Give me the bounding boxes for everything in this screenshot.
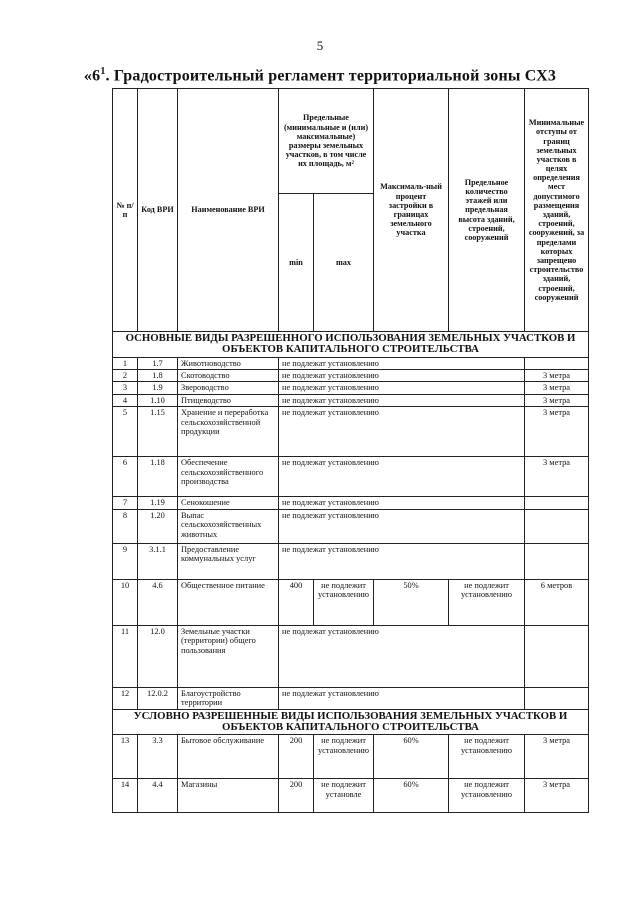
header-num: № п/п — [113, 89, 138, 332]
page-title: «$6^1$. Градостроительный регламент территориальной зоны СХ3 — [83, 66, 557, 85]
table-row: 8 1.20 Выпас сельскохозяйственных животных не подлежат установлению — [113, 509, 589, 543]
table-row: 1 1.7 Животноводство не подлежат установлению — [113, 357, 589, 369]
header-name: Наименование ВРИ — [178, 89, 279, 332]
table-row: 13 3.3 Бытовое обслуживание 200 не подлежит установлению 60% не подлежит установлению 3 метра — [113, 735, 589, 779]
table-row: 12 12.0.2 Благоустройство территории не подлежат установлению — [113, 687, 589, 709]
table-row: 14 4.4 Магазины 200 не подлежит установле 60% не подлежит установлению 3 метра — [113, 779, 589, 813]
regulation-table — [112, 88, 589, 813]
section-main-heading: ОСНОВНЫЕ ВИДЫ РАЗРЕШЕННОГО ИСПОЛЬЗОВАНИЯ ЗЕМЕЛЬНЫХ УЧАСТКОВ И ОБЪЕКТОВ КАПИТАЛЬНОГО СТРОИТЕЛЬСТВА — [113, 332, 589, 358]
table-row: 9 3.1.1 Предоставление коммунальных услуг не подлежат установлению — [113, 543, 589, 579]
table-row: 2 1.8 Скотоводство не подлежат установлению 3 метра — [113, 370, 589, 382]
header-setback: Минимальные отступы от границ земельных участков в целях определения мест допустимого размещения зданий, строений, сооружений, за пределами которых запрещено строительство зданий, строений, сооружений — [525, 89, 589, 332]
table-row: 6 1.18 Обеспечение сельскохозяйственного производства не подлежат установлению 3 метра — [113, 457, 589, 497]
header-max: max — [314, 194, 374, 332]
table-row: 4 1.10 Птицеводство не подлежат установлению 3 метра — [113, 394, 589, 406]
page-number: 5 — [316, 38, 324, 53]
table-row: 10 4.6 Общественное питание 400 не подлежит установлению 50% не подлежит установлению 6 метров — [113, 579, 589, 625]
table-row: 11 12.0 Земельные участки (территории) общего пользования не подлежат установлению — [113, 625, 589, 687]
table-row: 7 1.19 Сенокошение не подлежат установлению — [113, 497, 589, 509]
header-percent: Максималь-ный процент застройки в границах земельного участка — [374, 89, 449, 332]
header-min: min — [279, 194, 314, 332]
table-row: 5 1.15 Хранение и переработка сельскохозяйственной продукции не подлежат установлению 3 метра — [113, 407, 589, 457]
header-floors: Предельное количество этажей или предельная высота зданий, строений, сооружений — [449, 89, 525, 332]
section-conditional-heading: УСЛОВНО РАЗРЕШЕННЫЕ ВИДЫ ИСПОЛЬЗОВАНИЯ ЗЕМЕЛЬНЫХ УЧАСТКОВ И ОБЪЕКТОВ КАПИТАЛЬНОГО СТРОИТЕЛЬСТВА — [113, 709, 589, 735]
table-row: 3 1.9 Звероводство не подлежат установлению 3 метра — [113, 382, 589, 394]
header-sizes: Предельные (минимальные и (или) максимальные) размеры земельных участков, в том числе их площадь, м² — [279, 89, 374, 194]
header-code: Код ВРИ — [138, 89, 178, 332]
